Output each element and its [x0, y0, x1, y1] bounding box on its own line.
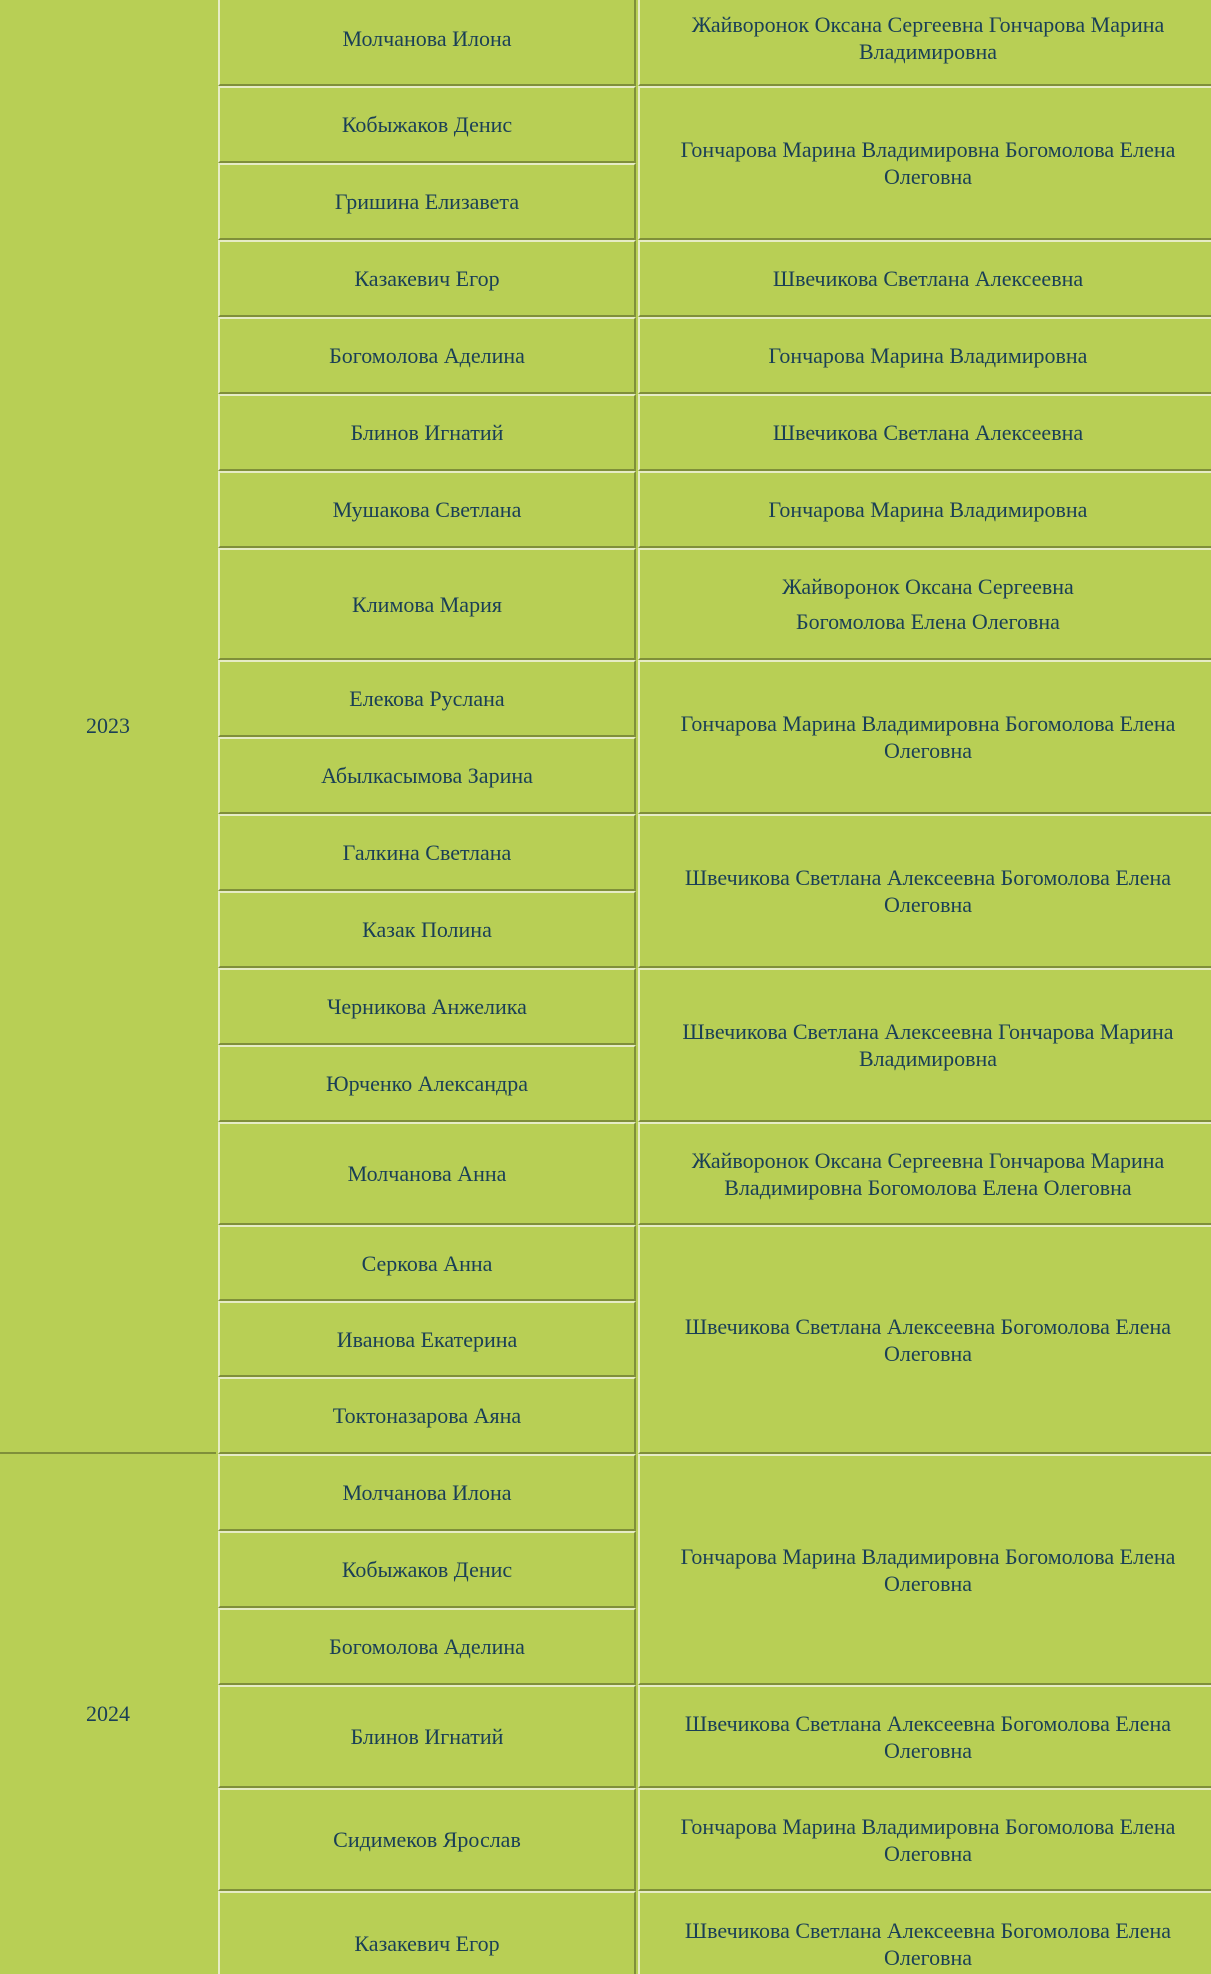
teacher-text: Швечикова Светлана Алексеевна Богомолова Елена Олеговна [684, 865, 1172, 917]
teacher-text: Швечикова Светлана Алексеевна Гончарова Марина Владимировна [682, 1019, 1174, 1071]
student-name-cell: Климова Мария [218, 548, 636, 660]
student-name-cell: Кобыжаков Денис [218, 86, 636, 163]
student-name-cell: Кобыжаков Денис [218, 1531, 636, 1608]
student-name-cell: Молчанова Илона [218, 0, 636, 86]
teacher-cell [638, 0, 1211, 86]
teacher-cell [638, 1891, 1211, 1974]
teacher-cell [638, 968, 1211, 1122]
teacher-cell [638, 548, 1211, 660]
teacher-text: Швечикова Светлана Алексеевна Богомолова Елена Олеговна [684, 1313, 1172, 1366]
student-name-cell: Гришина Елизавета [218, 163, 636, 240]
teacher-line: Жайворонок Оксана Сергеевна [782, 574, 1074, 599]
student-name-cell: Токтоназарова Аяна [218, 1377, 636, 1454]
teacher-cell [638, 660, 1211, 814]
teacher-cell [638, 1122, 1211, 1225]
teacher-text: Жайворонок Оксана Сергеевна Гончарова Марина Владимировна [691, 12, 1165, 64]
teacher-text: Швечикова Светлана Алексеевна Богомолова Елена Олеговна [684, 1710, 1172, 1763]
student-name-cell: Сидимеков Ярослав [218, 1788, 636, 1891]
student-name-cell: Молчанова Анна [218, 1122, 636, 1225]
teacher-text: Гончарова Марина Владимировна Богомолова Елена Олеговна [680, 1543, 1176, 1596]
teacher-line: Богомолова Елена Олеговна [796, 609, 1060, 634]
year-cell-2023: 2023 [86, 713, 130, 738]
teacher-text: Гончарова Марина Владимировна [768, 497, 1088, 522]
student-name-cell: Богомолова Аделина [218, 317, 636, 394]
teacher-cell [638, 1225, 1211, 1454]
student-name-cell: Казак Полина [218, 891, 636, 968]
teacher-lines [782, 573, 1074, 635]
student-name-cell: Серкова Анна [218, 1225, 636, 1301]
student-name-cell: Мушакова Светлана [218, 471, 636, 548]
student-name-cell: Абылкасымова Зарина [218, 737, 636, 814]
student-name-cell: Блинов Игнатий [218, 1685, 636, 1788]
teacher-text: Жайворонок Оксана Сергеевна Гончарова Марина Владимировна Богомолова Елена Олеговна [691, 1147, 1165, 1200]
teacher-cell [638, 814, 1211, 968]
teacher-cell [638, 471, 1211, 548]
teacher-text: Гончарова Марина Владимировна [768, 343, 1088, 368]
student-name-cell: Елекова Руслана [218, 660, 636, 737]
teacher-text: Гончарова Марина Владимировна Богомолова Елена Олеговна [680, 137, 1176, 189]
teacher-text: Швечикова Светлана Алексеевна [772, 266, 1084, 291]
teacher-text: Гончарова Марина Владимировна Богомолова Елена Олеговна [680, 1813, 1176, 1866]
student-name-cell: Молчанова Илона [218, 1454, 636, 1531]
teacher-cell [638, 86, 1211, 240]
student-name-cell: Казакевич Егор [218, 1891, 636, 1974]
teacher-cell [638, 394, 1211, 471]
teacher-text: Швечикова Светлана Алексеевна [772, 420, 1084, 445]
teacher-cell [638, 317, 1211, 394]
student-name-cell: Казакевич Егор [218, 240, 636, 317]
year-cell-2024: 2024 [86, 1701, 130, 1726]
student-name-cell: Богомолова Аделина [218, 1608, 636, 1685]
teacher-text: Гончарова Марина Владимировна Богомолова Елена Олеговна [680, 711, 1176, 763]
teacher-cell [638, 240, 1211, 317]
teacher-cell [638, 1685, 1211, 1788]
student-name-cell: Галкина Светлана [218, 814, 636, 891]
student-name-cell: Юрченко Александра [218, 1045, 636, 1122]
student-name-cell: Черникова Анжелика [218, 968, 636, 1045]
student-name-cell: Блинов Игнатий [218, 394, 636, 471]
student-name-cell: Иванова Екатерина [218, 1301, 636, 1377]
teacher-text: Швечикова Светлана Алексеевна Богомолова Елена Олеговна [684, 1917, 1172, 1970]
teacher-cell [638, 1788, 1211, 1891]
teacher-cell [638, 1454, 1211, 1685]
